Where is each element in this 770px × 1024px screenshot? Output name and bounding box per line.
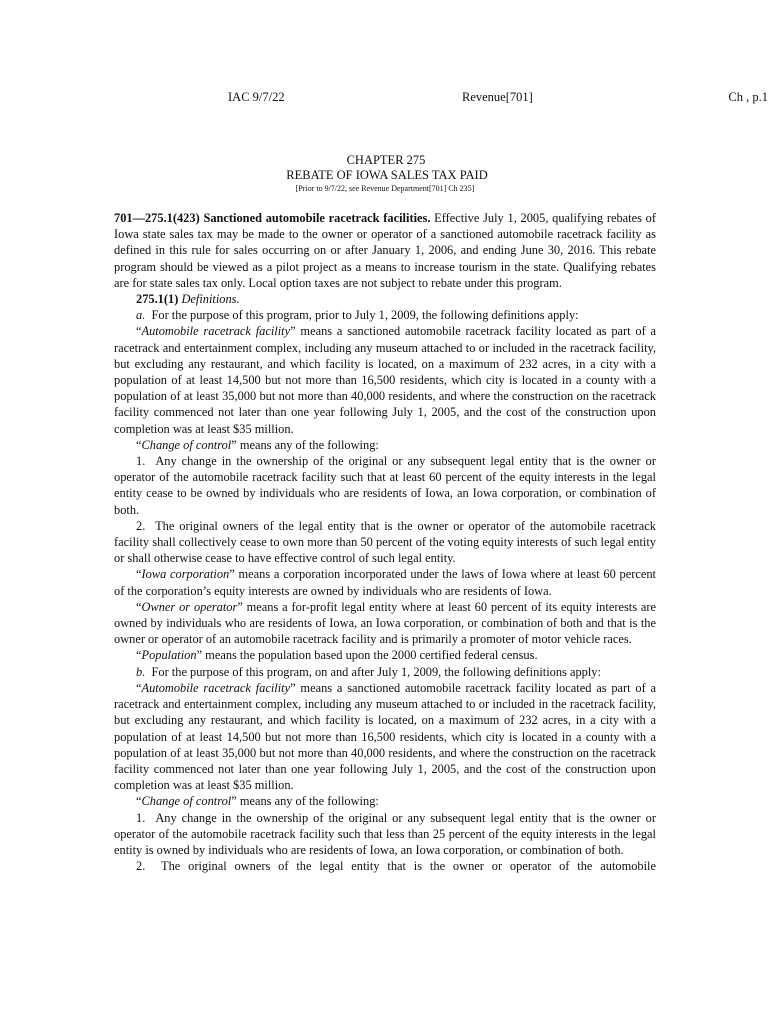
definition-term: Owner or operator bbox=[141, 599, 238, 614]
list-item-a2 bbox=[114, 518, 656, 567]
chapter-title: REBATE OF IOWA SALES TAX PAID bbox=[286, 168, 488, 182]
paragraph-b bbox=[114, 664, 656, 680]
list-item-text: The original owners of the legal entity that is the owner or operator of the automobile racetrack facility shall collectively cease to own more than 50 percent of the voting equity interests of such legal entity or shall otherwise cease to have effective control of such legal entity. bbox=[114, 518, 656, 566]
list-item-number: 1. bbox=[136, 454, 146, 469]
definition-text: means the population based upon the 2000 certified federal census. bbox=[202, 648, 538, 663]
definition-term: Automobile racetrack facility bbox=[141, 680, 291, 695]
definition-a-facility: “Automobile racetrack facility” means a sanctioned automobile racetrack facility located as part of a racetrack and entertainment complex, including any museum attached to or included in the racetrack facility, but excluding any restaurant, and which facility is located, on a maximum of 232 acres, in a city with a population of at least 14,500 but not more than 16,500 residents, which city is located in a county with a population of at least 35,000 but not more than 40,000 residents, and where the construction on the racetrack facility commenced not later than one year following July 1, 2005, and the cost of the construction upon completion was at least $35 million. bbox=[114, 324, 657, 436]
definition-a-owner: “Owner or operator” means a for-profit legal entity where at least 60 percent of its equity interests are owned by individuals who are residents of Iowa, an Iowa corporation, or combination of both and that is the owner or operator of an automobile racetrack facility and is primarily a promoter of motor vehicle races. bbox=[114, 599, 657, 647]
definition-b-facility: “Automobile racetrack facility” means a sanctioned automobile racetrack facility located as part of a racetrack and entertainment complex, including any museum attached to or included in the racetrack facility, but excluding any restaurant, and which facility is located, on a maximum of 232 acres, in a city with a population of at least 14,500 but not more than 16,500 residents, which city is located in a county with a population of at least 35,000 but not more than 40,000 residents, and where the construction on the racetrack facility commenced not later than one year following July 1, 2005, and the cost of the construction upon completion was at least $35 million. bbox=[114, 680, 657, 793]
rule-intro: Effective July 1, 2005, qualifying rebates of Iowa state sales tax may be made to the owner or operator of a sanctioned automobile racetrack facility as defined in this rule for sales occurring on or after January 1, 2006, and ending June 30, 2016. This rebate program should be viewed as a pilot project as a means to increase tourism in the state. Qualifying rebates are for state sales tax only. Local option taxes are not subject to rebate under this program. bbox=[114, 211, 656, 290]
definition-term: Population bbox=[141, 648, 197, 663]
list-item-text: Any change in the ownership of the original or any subsequent legal entity that is the owner or operator of the automobile racetrack facility such that less than 25 percent of the equity interests in the legal entity is owned by individuals who are residents of Iowa, an Iowa corporation, or combination of both. bbox=[114, 810, 656, 857]
running-header bbox=[0, 90, 770, 106]
definition-term: Automobile racetrack facility bbox=[141, 324, 291, 339]
definition-term: Change of control bbox=[141, 437, 232, 452]
list-item-number: 2. bbox=[136, 518, 146, 533]
list-item-text: The original owners of the legal entity that is the owner or operator of the automobile bbox=[161, 859, 656, 874]
paragraph-b-letter: b. bbox=[136, 664, 146, 679]
definition-a-iowa-corporation: “Iowa corporation” means a corporation incorporated under the laws of Iowa where at least 60 percent of the corporation’s equity interests are owned by individuals who are residents of Iowa. bbox=[114, 567, 656, 598]
chapter-number: CHAPTER 275 bbox=[346, 153, 426, 167]
chapter-heading bbox=[0, 153, 770, 194]
header-page: Ch , p.1 bbox=[728, 90, 768, 104]
subrule-title: Definitions. bbox=[181, 292, 240, 307]
list-item-b2 bbox=[114, 858, 656, 874]
paragraph-b-text: For the purpose of this program, on and after July 1, 2009, the following definitions apply: bbox=[151, 664, 601, 679]
document-body bbox=[114, 210, 656, 874]
list-item-b1 bbox=[114, 810, 656, 859]
list-item-number: 1. bbox=[136, 810, 146, 825]
subrule-heading bbox=[114, 291, 656, 307]
definition-a-population: “Population” means the population based upon the 2000 certified federal census. bbox=[136, 648, 538, 663]
definition-a-control: “Change of control” means any of the following: bbox=[136, 437, 379, 452]
definition-text: means any of the following: bbox=[236, 437, 379, 452]
header-agency: Revenue[701] bbox=[462, 90, 533, 104]
paragraph-a-letter: a. bbox=[136, 308, 146, 323]
rule-heading: 701—275.1(423) Sanctioned automobile racetrack facilities. bbox=[114, 211, 431, 225]
paragraph-a-text: For the purpose of this program, prior to July 1, 2009, the following definitions apply: bbox=[151, 308, 579, 323]
paragraph-a bbox=[114, 307, 656, 323]
definition-text: means a for-profit legal entity where at least 60 percent of its equity interests are owned by individuals who are residents of Iowa, an Iowa corporation, or combination of both and that is the owner or operator of an automobile racetrack facility and is primarily a promoter of motor vehicle races. bbox=[114, 599, 657, 647]
rule-paragraph bbox=[114, 210, 656, 291]
definition-text: means a sanctioned automobile racetrack facility located as part of a racetrack and entertainment complex, including any museum attached to or included in the racetrack facility, but excluding any restaurant, and which facility is located, on a maximum of 232 acres, in a city with a population of at least 14,500 but not more than 16,500 residents, which city is located in a county with a population of at least 35,000 but not more than 40,000 residents, and where the construction on the racetrack facility commenced not later than one year following July 1, 2005, and the cost of the construction upon completion was at least $35 million. bbox=[114, 680, 657, 793]
header-date: IAC 9/7/22 bbox=[228, 90, 285, 104]
definition-text: means a sanctioned automobile racetrack facility located as part of a racetrack and entertainment complex, including any museum attached to or included in the racetrack facility, but excluding any restaurant, and which facility is located, on a maximum of 232 acres, in a city with a population of at least 14,500 but not more than 16,500 residents, which city is located in a county with a population of at least 35,000 but not more than 40,000 residents, and where the construction on the racetrack facility commenced not later than one year following July 1, 2005, and the cost of the construction upon completion was at least $35 million. bbox=[114, 324, 657, 436]
list-item-text: Any change in the ownership of the original or any subsequent legal entity that is the owner or operator of the automobile racetrack facility such that at least 60 percent of the equity interests in the legal entity cease to be owned by individuals who are residents of Iowa, an Iowa corporation, or combination of both. bbox=[114, 454, 656, 517]
definition-b-control: “Change of control” means any of the following: bbox=[136, 794, 379, 809]
definition-text: means a corporation incorporated under the laws of Iowa where at least 60 percent of the corporation’s equity interests are owned by individuals who are residents of Iowa. bbox=[114, 567, 656, 598]
list-item-number: 2. bbox=[136, 859, 146, 874]
list-item-a1 bbox=[114, 453, 656, 518]
definition-term: Iowa corporation bbox=[141, 567, 230, 582]
definition-text: means any of the following: bbox=[236, 794, 379, 809]
chapter-note: [Prior to 9/7/22, see Revenue Department[701] Ch 235] bbox=[295, 184, 475, 193]
subrule-number: 275.1(1) bbox=[136, 292, 179, 307]
definition-term: Change of control bbox=[141, 794, 232, 809]
